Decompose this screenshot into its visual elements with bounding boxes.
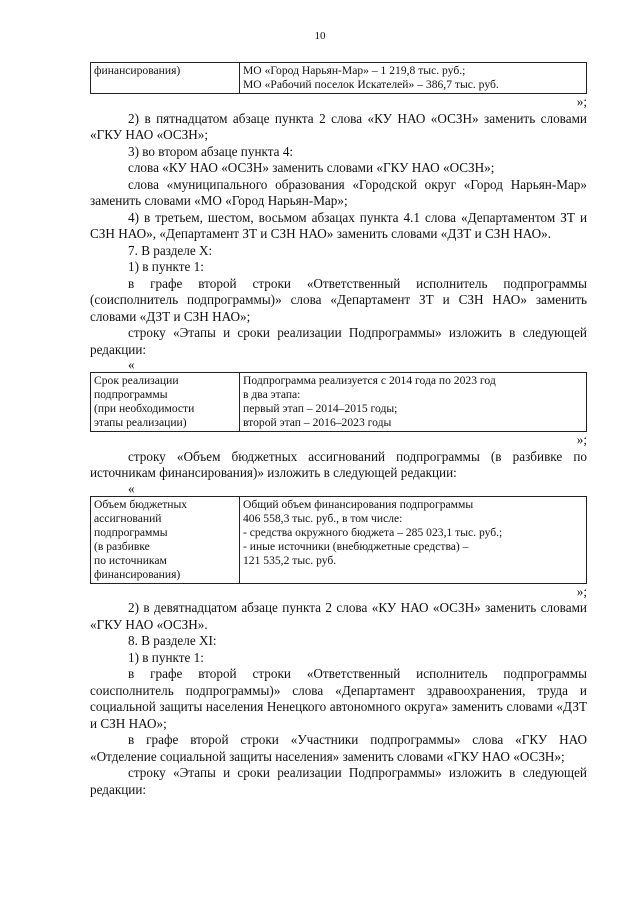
table-line: второй этап – 2016–2023 годы: [243, 416, 392, 429]
table-line: Подпрограмма реализуется с 2014 года по 2023 год: [243, 374, 496, 387]
paragraph: 1) в пункте 1:: [128, 259, 204, 274]
table-cell-value: [240, 496, 587, 583]
table-line: - иные источники (внебюджетные средства) –: [243, 539, 469, 553]
table-line: подпрограммы: [94, 525, 168, 539]
paragraph: строку «Объем бюджетных ассигнований подпрограммы (в разбивке по источникам финансирования)» изложить в следующей редакции:: [90, 448, 587, 480]
closing-quote: »;: [576, 583, 587, 599]
paragraph: в графе второй строки «Ответственный исполнитель подпрограммы соисполнитель подпрограммы)» слова «Департамент здравоохранения, труда и социальной защиты населения Ненецкого автономного округа» заменить словами «ДЗТ и СЗН НАО»;: [90, 666, 587, 731]
table-line: подпрограммы: [94, 388, 168, 401]
table-cell-label: [91, 496, 240, 583]
closing-quote: »;: [576, 94, 587, 109]
table-cell-label: [91, 373, 240, 432]
table-line: (в разбивке: [94, 539, 150, 553]
paragraph: слова «муниципального образования «Городской округ «Город Нарьян-Мар» заменить словами «МО «Город Нарьян-Мар»;: [90, 176, 587, 208]
budget-table: [90, 496, 587, 584]
paragraph: 3) во втором абзаце пункта 4:: [128, 143, 294, 159]
paragraph: в графе второй строки «Участники подпрограммы» слова «ГКУ НАО «Отделение социальной защиты населения» заменить словами «ГКУ НАО «ОСЗН»;: [90, 732, 587, 764]
opening-quote: «: [128, 480, 135, 496]
table-cell-label: финансирования): [91, 63, 240, 94]
page-number: 10: [314, 30, 326, 42]
document-body: [90, 62, 587, 798]
table-cell-value: [240, 63, 587, 94]
table-line: МО «Город Нарьян-Мар» – 1 219,8 тыс. руб.;: [243, 64, 466, 77]
table-line: 121 535,2 тыс. руб.: [243, 553, 337, 567]
closing-quote: »;: [576, 432, 587, 447]
paragraph: 2) в пятнадцатом абзаце пункта 2 слова «КУ НАО «ОСЗН» заменить словами «ГКУ НАО «ОСЗН»;: [90, 110, 587, 142]
table-cell-value: [240, 373, 587, 432]
stages-table: [90, 372, 587, 432]
opening-quote: «: [128, 357, 135, 372]
table-line: Срок реализации: [94, 374, 179, 387]
section-heading: 7. В разделе X:: [128, 242, 213, 258]
paragraph: 4) в третьем, шестом, восьмом абзацах пункта 4.1 слова «Департаментом ЗТ и СЗН НАО», «Департамент ЗТ и СЗН НАО» заменить словами «ДЗТ и СЗН НАО».: [90, 209, 587, 241]
table-line: первый этап – 2014–2015 годы;: [243, 402, 398, 415]
paragraph: слова «КУ НАО «ОСЗН» заменить словами «ГКУ НАО «ОСЗН»;: [128, 160, 495, 175]
table-line: этапы реализации): [94, 416, 187, 429]
financing-table-fragment: [90, 62, 587, 94]
table-line: 406 558,3 тыс. руб., в том числе:: [243, 511, 403, 525]
table-line: Общий объем финансирования подпрограммы: [243, 497, 474, 511]
table-line: Объем бюджетных: [94, 497, 188, 511]
table-line: по источникам: [94, 553, 167, 567]
table-line: ассигнований: [94, 511, 162, 525]
table-line: финансирования): [94, 567, 181, 581]
table-line: (при необходимости: [94, 402, 195, 415]
table-line: - средства окружного бюджета – 285 023,1 тыс. руб.;: [243, 525, 503, 539]
paragraph: 1) в пункте 1:: [128, 649, 204, 665]
paragraph: в графе второй строки «Ответственный исполнитель подпрограммы (соисполнитель подпрограммы)» слова «Департамент ЗТ и СЗН НАО» заменить словами «ДЗТ и СЗН НАО»;: [90, 275, 587, 324]
section-heading: 8. В разделе XI:: [128, 633, 217, 648]
paragraph: строку «Этапы и сроки реализации Подпрограммы» изложить в следующей редакции:: [90, 325, 587, 357]
table-line: в два этапа:: [243, 388, 301, 401]
table-line: МО «Рабочий поселок Искателей» – 386,7 тыс. руб.: [243, 78, 499, 91]
paragraph: строку «Этапы и сроки реализации Подпрограммы» изложить в следующей редакции:: [90, 765, 587, 797]
paragraph: 2) в девятнадцатом абзаце пункта 2 слова «КУ НАО «ОСЗН» заменить словами «ГКУ НАО «ОСЗН».: [90, 600, 587, 632]
